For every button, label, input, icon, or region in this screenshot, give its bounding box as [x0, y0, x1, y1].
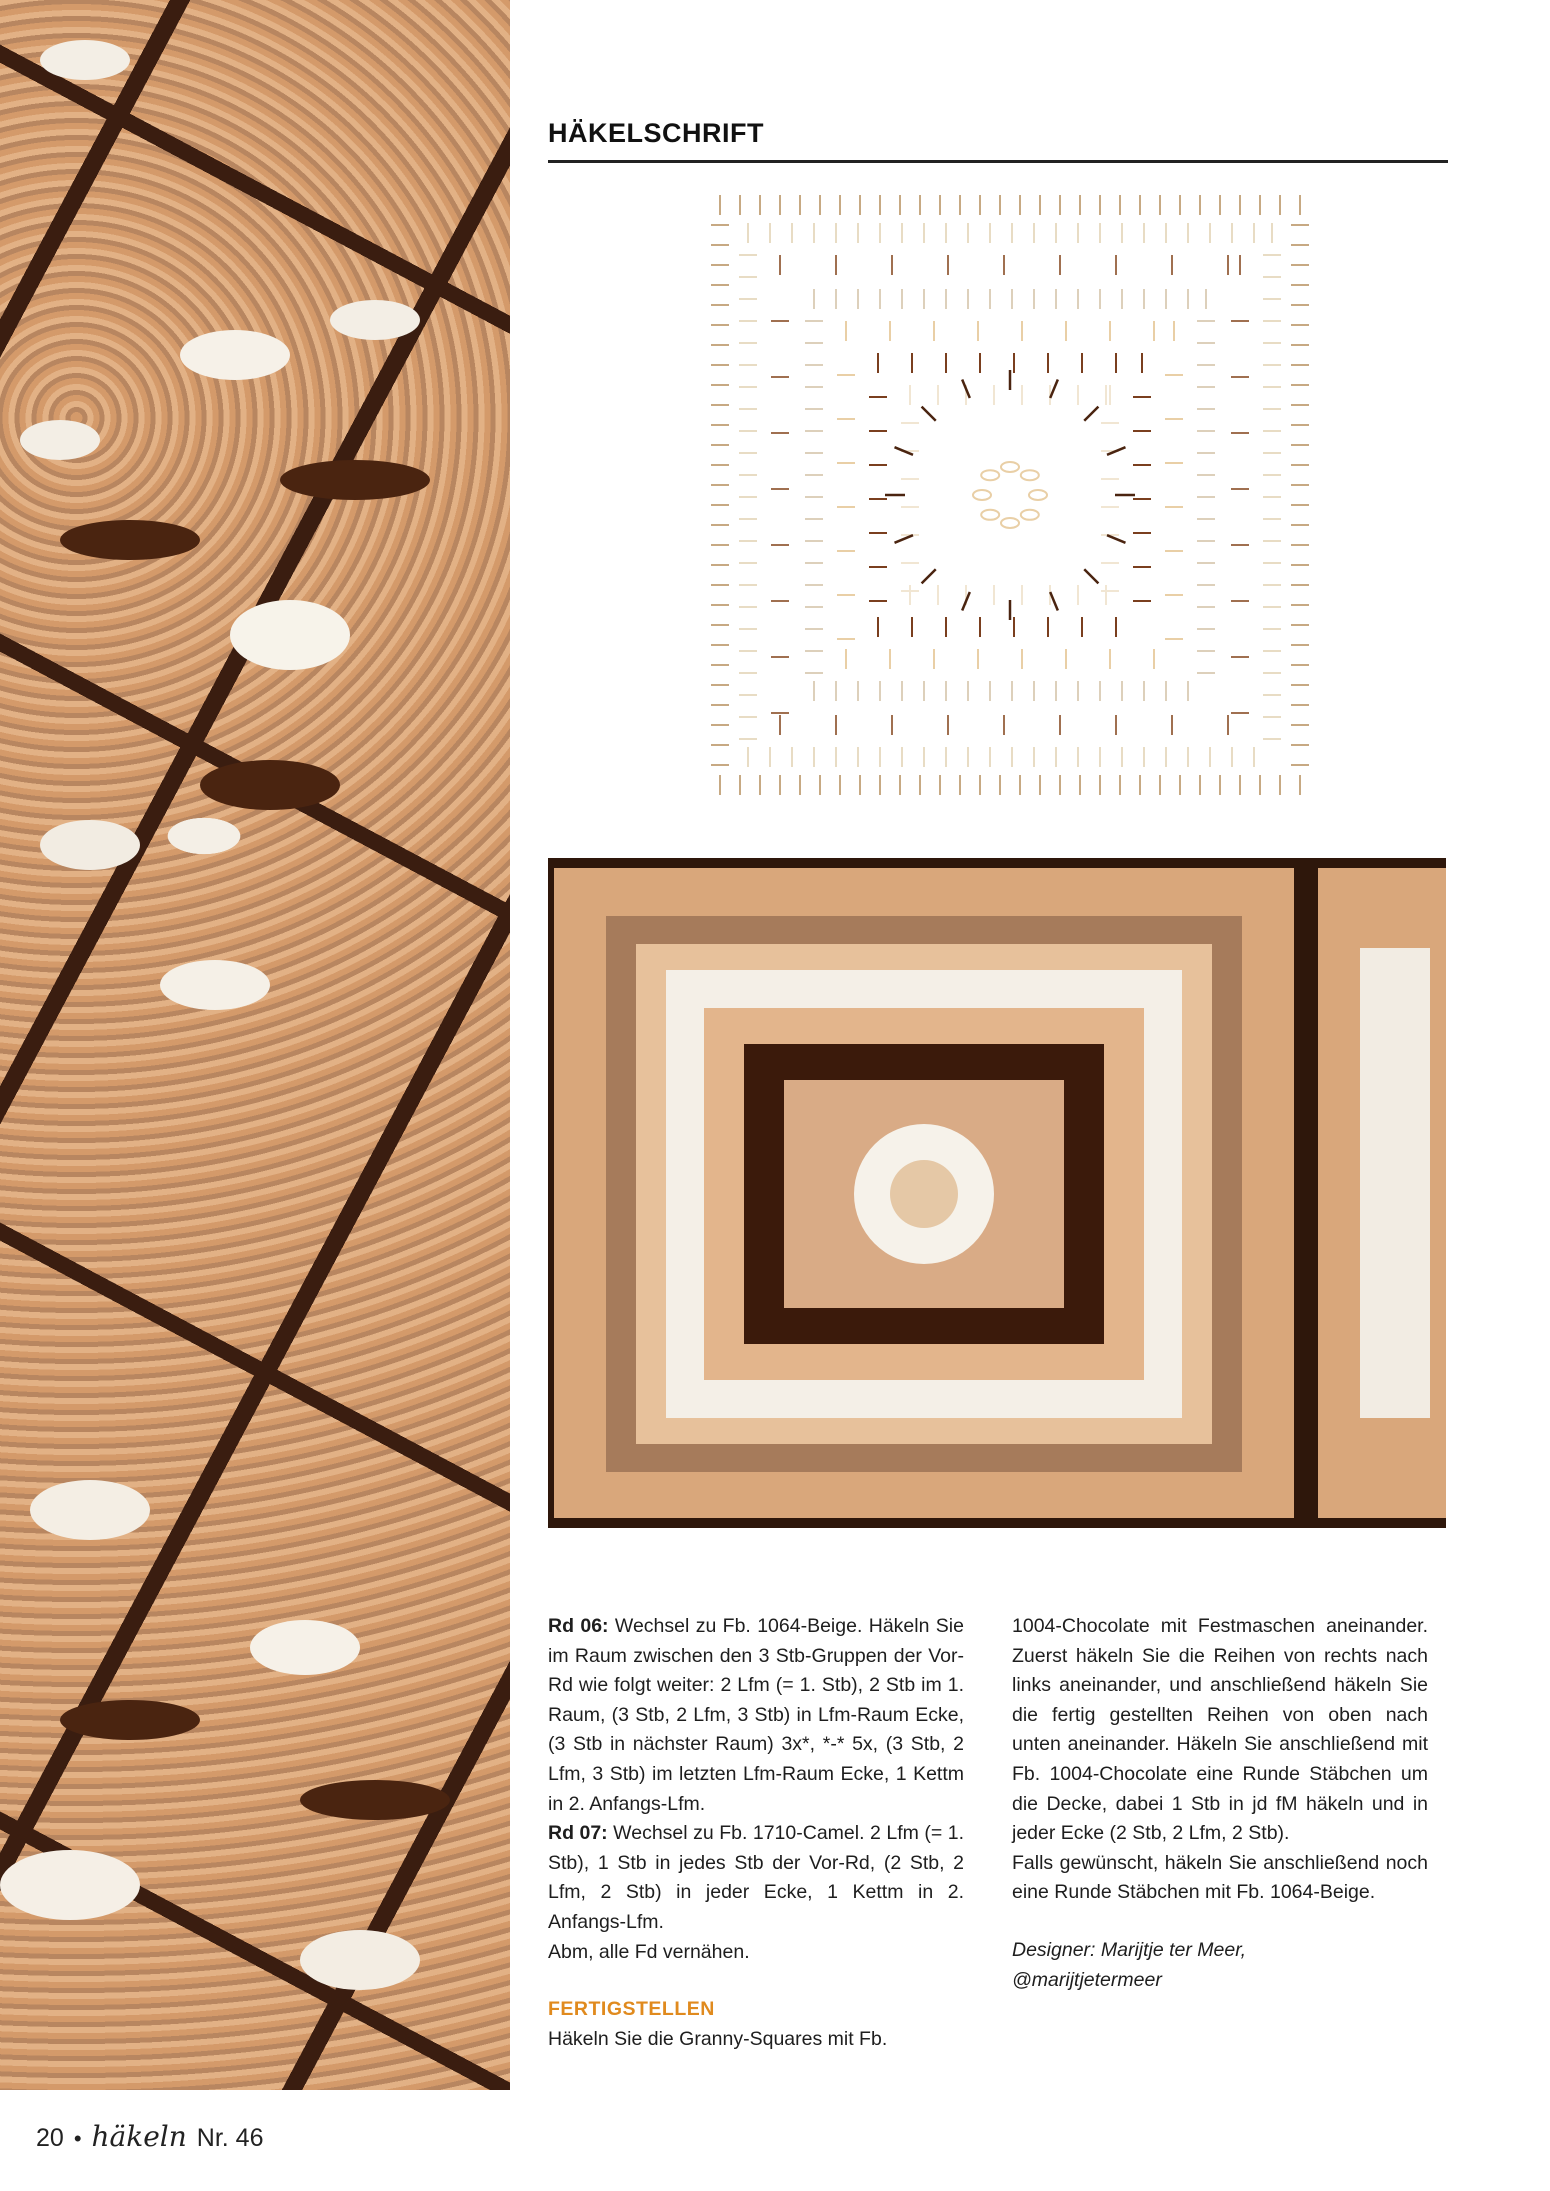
dark-stitch-mark: [922, 407, 936, 421]
chain-stitch-mark: [1001, 462, 1019, 472]
instructions-column-2: [1012, 1612, 1428, 1995]
chain-stitch-mark: [1021, 510, 1039, 520]
round-7-label: Rd 07:: [548, 1822, 608, 1845]
instructions-column-1: [548, 1612, 964, 2054]
chain-stitch-mark: [1021, 470, 1039, 480]
chain-stitch-mark: [981, 510, 999, 520]
page-number: 20: [36, 2124, 64, 2152]
dark-stitch-mark: [1050, 380, 1058, 398]
dark-stitch-mark: [1084, 407, 1098, 421]
round-6-text: Wechsel zu Fb. 1064-Beige. Häkeln Sie im Raum zwischen den 3 Stb-Gruppen der Vor-Rd wie folgt weiter: 2 Lfm (= 1. Stb), 2 Stb im 1. Raum, (3 Stb, 2 Lfm, 3 Stb) in Lfm-Raum Ecke, (3 Stb in nächster Raum) 3x*, *-* 5x, (3 Stb, 2 Lfm, 3 Stb) im letzten Lfm-Raum Ecke, 1 Kettm in 2. Anfangs-Lfm.: [548, 1615, 964, 1815]
crochet-blanket-photo: [0, 0, 510, 2090]
dark-stitch-mark: [922, 569, 936, 583]
page-footer: [36, 2120, 263, 2153]
issue-number: Nr. 46: [196, 2124, 264, 2152]
dark-stitch-mark: [895, 535, 913, 543]
chain-stitch-mark: [981, 470, 999, 480]
magazine-name: häkeln: [91, 2120, 187, 2153]
designer-credit: Designer: Marijtje ter Meer,: [1012, 1938, 1247, 1961]
crochet-chart-diagram: [690, 195, 1330, 810]
chain-stitch-mark: [973, 490, 991, 500]
finishing-text: Häkeln Sie die Granny-Squares mit Fb.: [548, 2027, 888, 2050]
dark-stitch-mark: [1107, 535, 1125, 543]
designer-handle: @marijtjetermeer: [1012, 1968, 1162, 1991]
round-7-text: Wechsel zu Fb. 1710-Camel. 2 Lfm (= 1. Stb), 1 Stb in jedes Stb der Vor-Rd, (2 Stb, 2 Lfm, 2 Stb) in jeder Ecke, 1 Kettm in 2. Anfangs-Lfm.: [548, 1822, 964, 1933]
round-6-label: Rd 06:: [548, 1615, 609, 1637]
diagram-title: HÄKELSCHRIFT: [548, 118, 764, 148]
dark-stitch-mark: [1050, 592, 1058, 610]
footer-bullet: •: [73, 2126, 82, 2151]
dark-stitch-mark: [1084, 569, 1098, 583]
chain-stitch-mark: [1001, 518, 1019, 528]
joining-text: 1004-Chocolate mit Festmaschen aneinander. Zuerst häkeln Sie die Reihen von rechts nach links aneinander, und anschließend häkeln Sie die fertig gestellten Reihen von oben nach unten aneinander. Häkeln Sie anschließend mit Fb. 1004-Chocolate eine Runde Stäbchen um die Decke, dabei 1 Stb in jd fM häkeln und in jeder Ecke (2 Stb, 2 Lfm, 2 Stb).: [1012, 1615, 1428, 1845]
section-heading-finishing: FERTIGSTELLEN: [548, 1998, 715, 2021]
title-divider: [548, 160, 1448, 163]
round-6-paragraph: [548, 1612, 964, 1819]
finish-off-text: Abm, alle Fd vernähen.: [548, 1940, 750, 1963]
chain-stitch-mark: [1029, 490, 1047, 500]
round-7-paragraph: [548, 1819, 964, 1937]
optional-round-text: Falls gewünscht, häkeln Sie anschließend noch eine Runde Stäbchen mit Fb. 1064-Beige.: [1012, 1851, 1428, 1904]
granny-square-photo: [548, 858, 1446, 1528]
